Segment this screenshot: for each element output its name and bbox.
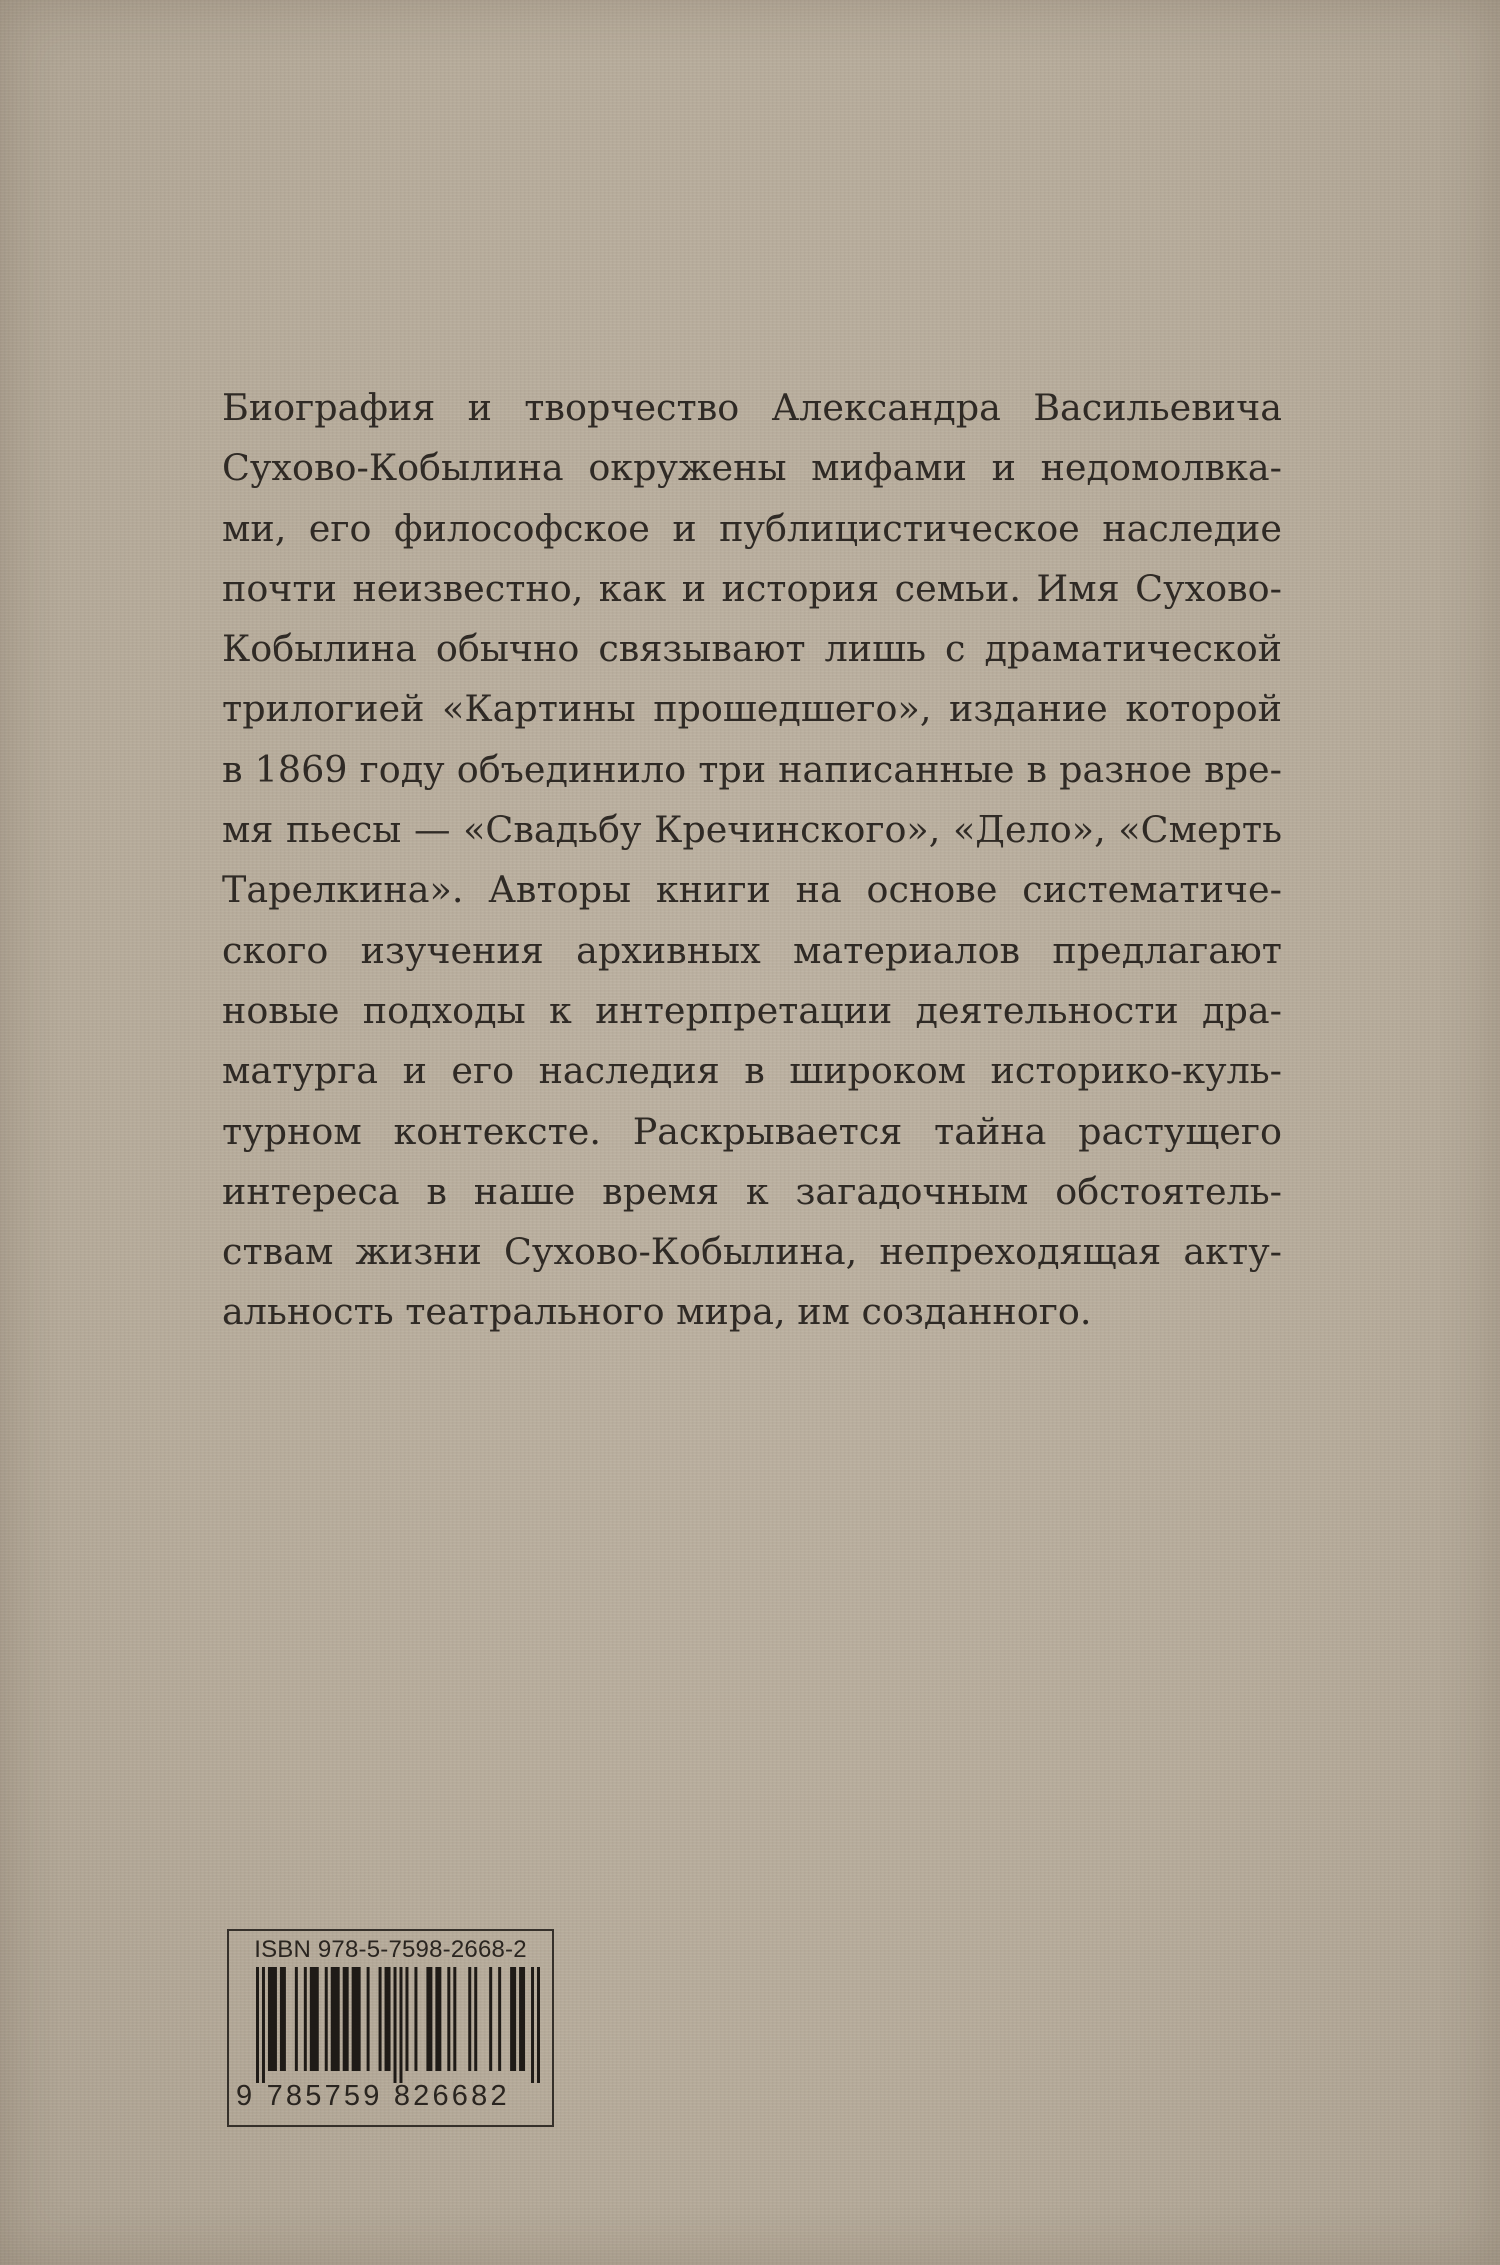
ean-digits: 9 785759 826682	[236, 2080, 510, 2112]
barcode-bar	[435, 1967, 441, 2071]
barcode-bar	[510, 1967, 516, 2071]
barcode-bar	[352, 1967, 361, 2071]
barcode-bar	[325, 1967, 328, 2071]
barcode-bar	[453, 1967, 456, 2071]
barcode-bar	[498, 1967, 501, 2071]
barcode-bar	[447, 1967, 450, 2071]
barcode-guard-bar	[399, 1967, 402, 2083]
barcode-bar	[414, 1967, 417, 2071]
barcode-guard-bar	[394, 1967, 397, 2083]
barcode-guard-bar	[256, 1967, 259, 2083]
annotation-line: в 1869 году объединило три написанные в разное вре-	[222, 747, 1282, 791]
annotation-line: Тарелкина». Авторы книги на основе систематиче-	[222, 868, 1282, 912]
annotation-line: ствам жизни Сухово-Кобылина, непреходящая акту-	[222, 1230, 1282, 1274]
annotation-line: Кобылина обычно связывают лишь с драматической	[222, 627, 1282, 671]
annotation-line: турном контексте. Раскрывается тайна растущего	[222, 1109, 1282, 1153]
barcode-guard-bar	[262, 1967, 265, 2083]
barcode-bar	[295, 1967, 298, 2071]
barcode-bar	[474, 1967, 477, 2071]
barcode-bar	[519, 1967, 525, 2071]
annotation-line: новые подходы к интерпретации деятельности дра-	[222, 988, 1282, 1032]
barcode-bar	[468, 1967, 471, 2071]
barcode-guard-bar	[537, 1967, 540, 2083]
annotation-line: альность театрального мира, им созданного.	[222, 1290, 1092, 1334]
barcode-bar	[280, 1967, 286, 2071]
isbn-number: ISBN 978-5-7598-2668-2	[254, 1936, 527, 1963]
annotation-line: ми, его философское и публицистическое наследие	[222, 506, 1282, 550]
barcode-bar	[385, 1967, 391, 2071]
barcode-bar	[405, 1967, 408, 2071]
annotation-line: трилогией «Картины прошедшего», издание которой	[222, 687, 1282, 731]
barcode-bar	[489, 1967, 492, 2071]
barcode-bar	[367, 1967, 370, 2071]
annotation-line: почти неизвестно, как и история семьи. Имя Сухово-	[222, 566, 1282, 610]
barcode-bar	[310, 1967, 319, 2071]
annotation-line: ского изучения архивных материалов предлагают	[222, 928, 1282, 972]
barcode-guard-bar	[531, 1967, 534, 2083]
barcode-bar	[426, 1967, 432, 2071]
annotation-text	[222, 378, 1282, 1343]
annotation-line: интереса в наше время к загадочным обстоятель-	[222, 1169, 1282, 1213]
barcode-icon	[238, 1967, 544, 2083]
barcode-bar	[268, 1967, 277, 2071]
isbn-barcode-box	[227, 1929, 554, 2127]
annotation-line: мя пьесы — «Свадьбу Кречинского», «Дело», «Смерть	[222, 808, 1282, 852]
annotation-line: Сухово-Кобылина окружены мифами и недомолвка-	[222, 446, 1282, 490]
barcode-bar	[331, 1967, 340, 2071]
barcode-bar	[343, 1967, 349, 2071]
annotation-line: матурга и его наследия в широком историко-куль-	[222, 1049, 1282, 1093]
barcode-bar	[304, 1967, 307, 2071]
annotation-line: Биография и творчество Александра Васильевича	[222, 386, 1282, 429]
barcode-bar	[379, 1967, 382, 2071]
